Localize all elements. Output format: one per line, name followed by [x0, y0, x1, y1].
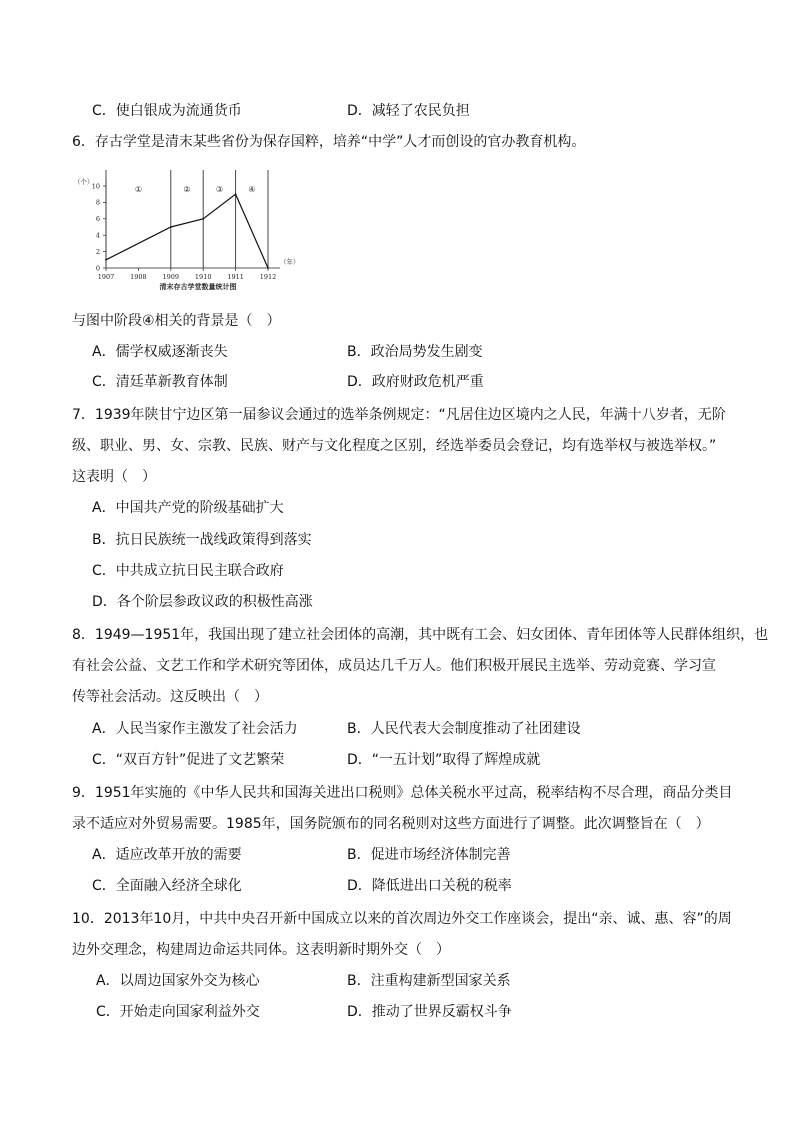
q7-stem-line3: 这表明（ ）	[72, 469, 156, 485]
chart-y-axis-label: （个）	[74, 178, 94, 186]
q6-option-d: D．政府财政危机严重	[347, 374, 484, 390]
q8-option-c: C．“双百方针”促进了文艺繁荣	[92, 752, 285, 768]
q7-option-a: A．中国共产党的阶级基础扩大	[92, 500, 284, 516]
q8-stem-line3: 传等社会活动。这反映出（ ）	[72, 689, 268, 705]
q9-option-a: A．适应改革开放的需要	[92, 847, 242, 863]
chart-series	[105, 193, 269, 269]
stage-label: ③	[215, 185, 223, 194]
q6-stem: 6．存古学堂是清末某些省份为保存国粹，培养“中学”人才而创设的官办教育机构。	[72, 134, 586, 150]
q8-option-b: B．人民代表大会制度推动了社团建设	[347, 721, 581, 737]
data-point	[170, 226, 172, 228]
chart-ticks	[92, 182, 277, 281]
q8-stem-line2: 有社会公益、文艺工作和学术研究等团体，成员达几千万人。他们积极开展民主选举、劳动竞赛、学习宣	[72, 658, 716, 674]
stage-label: ②	[183, 185, 191, 194]
x-tick-label: 1909	[162, 273, 180, 281]
stage-label: ④	[248, 185, 256, 194]
q8-option-a: A．人民当家作主激发了社会活力	[92, 721, 298, 737]
q10-stem-line1: 10．2013年10月，中共中央召开新中国成立以来的首次周边外交工作座谈会，提出“亲、诚、惠、容”的周	[72, 911, 732, 927]
q9-stem-line2: 录不适应对外贸易需要。1985年，国务院颁布的同名税则对这些方面进行了调整。此次调整旨在（ ）	[72, 816, 710, 832]
q5-option-d: D．减轻了农民负担	[347, 103, 470, 119]
q6-option-a: A．儒学权威逐渐丧失	[92, 344, 228, 360]
y-tick-label: 8	[95, 198, 100, 207]
x-tick-label: 1912	[259, 273, 277, 281]
stage-count-chart	[72, 168, 300, 296]
q9-option-d: D．降低进出口关税的税率	[347, 878, 512, 894]
data-point	[105, 259, 107, 261]
q6-option-b: B．政治局势发生剧变	[347, 344, 483, 360]
data-point	[202, 218, 204, 220]
y-tick-label: 2	[95, 247, 100, 256]
q7-option-c: C．中共成立抗日民主联合政府	[92, 563, 284, 579]
q7-option-b: B．抗日民族统一战线政策得到落实	[92, 532, 312, 548]
stage-label: ①	[134, 185, 142, 194]
q10-option-b: B．注重构建新型国家关系	[347, 973, 511, 989]
data-point	[267, 267, 269, 269]
q10-option-c: C．开始走向国家利益外交	[96, 1004, 260, 1020]
x-tick-label: 1911	[227, 273, 244, 281]
series-line	[106, 194, 268, 268]
q6-option-c: C．清廷革新教育体制	[92, 374, 228, 390]
x-tick-label: 1908	[130, 273, 147, 281]
q9-stem-line1: 9．1951年实施的《中华人民共和国海关进出口税则》总体关税水平过高，税率结构不尽合理，商品分类目	[72, 785, 733, 801]
q10-option-a: A．以周边国家外交为核心	[96, 973, 260, 989]
x-tick-label: 1910	[194, 273, 212, 281]
q7-stem-line2: 级、职业、男、女、宗教、民族、财产与文化程度之区别，经选举委员会登记，均有选举权与被选举权。”	[72, 438, 717, 454]
q10-option-d: D．推动了世界反霸权斗争	[347, 1004, 512, 1020]
q7-stem-line1: 7．1939年陕甘宁边区第一届参议会通过的选举条例规定：“凡居住边区境内之人民，年满十八岁者，无阶	[72, 407, 726, 423]
data-point	[235, 193, 237, 195]
x-tick-label: 1907	[97, 273, 115, 281]
chart-title: 清末存古学堂数量统计图	[159, 282, 237, 291]
q5-option-c: C．使白银成为流通货币	[92, 103, 242, 119]
chart-stages	[106, 170, 268, 268]
q8-option-d: D．“一五计划”取得了辉煌成就	[347, 752, 541, 768]
q10-stem-line2: 边外交理念，构建周边命运共同体。这表明新时期外交（ ）	[72, 942, 450, 958]
chart-x-axis-label: （年）	[280, 258, 300, 266]
q8-stem-line1: 8．1949—1951年，我国出现了建立社会团体的高潮，其中既有工会、妇女团体、青年团体等人民群体组织，也	[72, 627, 769, 643]
q9-option-b: B．促进市场经济体制完善	[347, 847, 511, 863]
q6-question: 与图中阶段④相关的背景是（ ）	[72, 313, 281, 329]
y-tick-label: 10	[91, 182, 100, 191]
q9-option-c: C．全面融入经济全球化	[92, 878, 242, 894]
y-tick-label: 0	[95, 264, 100, 273]
y-tick-label: 4	[95, 231, 100, 240]
q7-option-d: D．各个阶层参政议政的积极性高涨	[92, 594, 313, 610]
y-tick-label: 6	[95, 215, 100, 224]
